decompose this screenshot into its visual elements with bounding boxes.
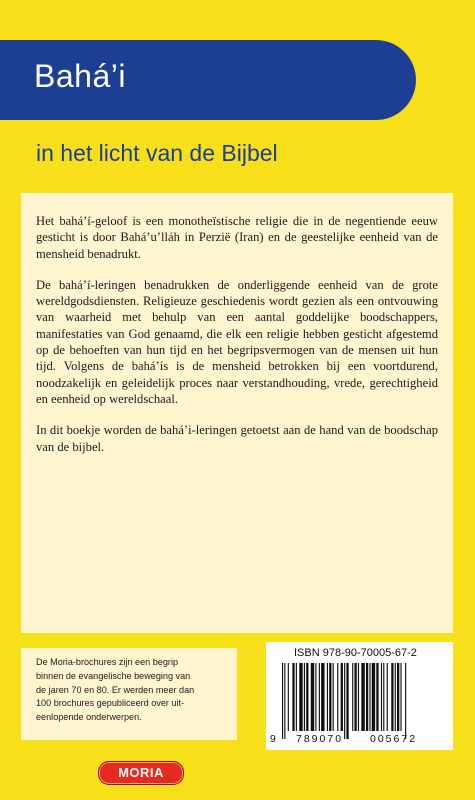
barcode-stripe	[321, 663, 324, 731]
book-title: Bahá’i	[34, 58, 126, 94]
blurb-paragraph-3: In dit boekje worden de bahá’i-leringen getoetst aan de hand van de boodschap van de bijbel.	[36, 423, 438, 454]
barcode-stripe	[319, 663, 320, 731]
barcode-stripe	[391, 663, 393, 731]
ean-first-digit: 9	[270, 733, 276, 745]
book-subtitle: in het licht van de Bijbel	[36, 140, 278, 166]
barcode-stripe	[352, 663, 353, 731]
barcode-stripe	[337, 663, 338, 731]
moria-logo-text: MORIA	[118, 765, 164, 780]
ean-right-group: 005672	[370, 733, 418, 745]
barcode-stripe	[333, 663, 334, 731]
blurb-paragraph-2: De bahá’í-leringen benadrukken de onderliggende eenheid van de grote wereldgodsdiensten. Religieuze geschiedenis wordt gezien als een ontvouwing van waarheid met behulp van een aantal goddelijke boodschappers, manifestaties van God genaamd, die elk een religie hebben gesticht afgestemd op de behoeften van hun tijd en het begripsvermogen van de mensen uit hun tijd. Volgens de bahá’ís is de mensheid betrokken bij een voortdurend, noodzakelijk en geleidelijk proces naar verstandhouding, vrede, gerechtigheid en eenheid op wereldschaal.	[36, 277, 438, 406]
barcode-stripe	[284, 663, 285, 739]
barcode-stripe	[299, 663, 302, 731]
barcode-stripe	[306, 663, 308, 731]
ean-left-group: 789070	[296, 733, 344, 745]
barcode-stripe	[327, 663, 328, 731]
barcode-stripe	[296, 663, 297, 731]
moria-logo	[98, 761, 184, 785]
barcode-stripe	[311, 663, 314, 731]
barcode-stripe	[387, 663, 388, 731]
barcode-stripe	[315, 663, 316, 731]
barcode-stripe	[366, 663, 368, 731]
blurb-text	[36, 213, 438, 470]
barcode-bars	[282, 663, 442, 743]
barcode-stripe	[372, 663, 375, 731]
isbn-label: ISBN 978-90-70005-67-2	[294, 647, 417, 659]
barcode-stripe	[344, 663, 345, 739]
barcode-stripe	[292, 663, 294, 731]
barcode-stripe	[376, 663, 378, 731]
series-note-line: binnen de evangelische beweging van	[36, 670, 191, 681]
series-note-text	[36, 656, 232, 725]
barcode-stripe	[383, 663, 384, 731]
barcode-stripe	[288, 663, 289, 731]
barcode-stripe	[381, 663, 382, 731]
barcode-stripe	[395, 663, 396, 731]
barcode-stripe	[358, 663, 359, 731]
series-note-line: 100 brochures gepubliceerd over uit-	[36, 698, 185, 709]
blurb-paragraph-1: Het bahá’í-geloof is een monotheïstische religie die in de negentiende eeuw gesticht is door Bahá’u’lláh in Perzië (Iran) en de geestelijke eenheid van de mensheid benadrukt.	[36, 214, 438, 261]
series-note-line: De Moria-brochures zijn een begrip	[36, 657, 179, 667]
barcode-stripe	[329, 663, 331, 731]
barcode-stripe	[369, 663, 370, 731]
barcode-stripe	[405, 663, 406, 739]
barcode-stripe	[361, 663, 364, 731]
series-note-line: de jaren 70 en 80. Er werden meer dan	[36, 684, 195, 695]
barcode-stripe	[346, 663, 348, 739]
barcode-stripe	[304, 663, 305, 731]
barcode-stripe	[341, 663, 343, 731]
barcode-stripe	[397, 663, 399, 731]
series-note-line: eenlopende onderwerpen.	[36, 712, 142, 723]
barcode-stripe	[400, 663, 401, 731]
barcode-stripe	[354, 663, 356, 731]
barcode-stripe	[282, 663, 283, 739]
